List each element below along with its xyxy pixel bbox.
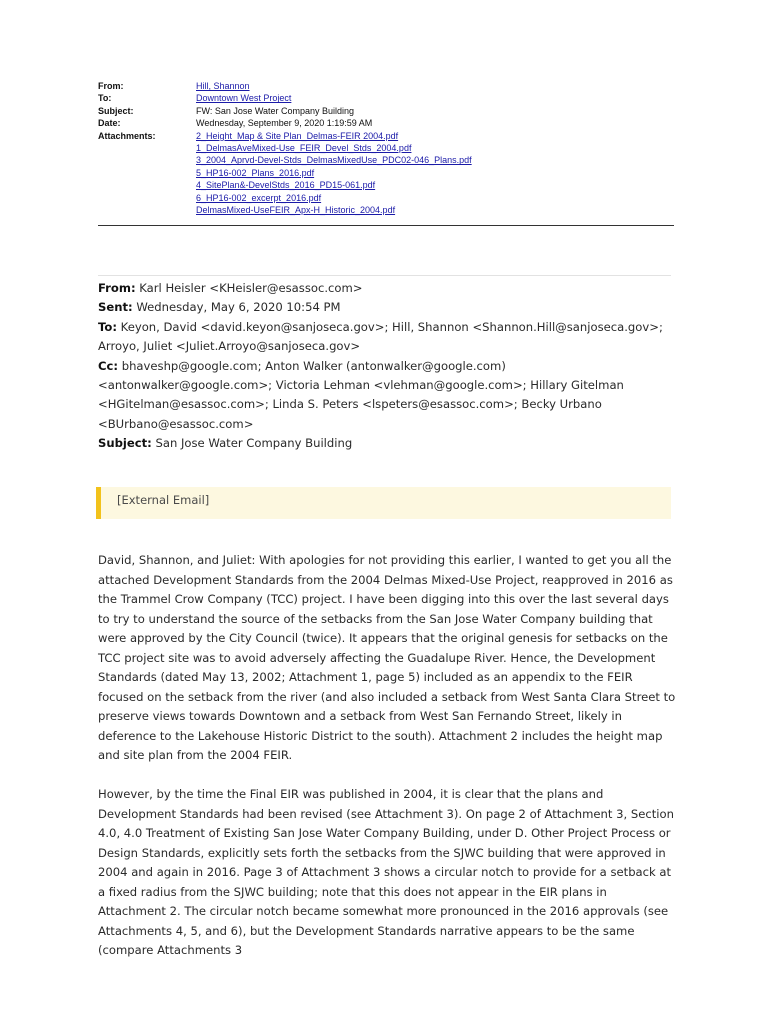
- attachment-link[interactable]: 2_Height_Map & Site Plan_Delmas-FEIR 2004.pdf: [196, 130, 399, 141]
- fwd-subject-line: [98, 434, 678, 453]
- attachment-link[interactable]: 6_HP16-002_excerpt_2016.pdf: [196, 192, 322, 203]
- email-body: [98, 551, 676, 980]
- fwd-from-value: Karl Heisler <KHeisler@esassoc.com>: [139, 281, 363, 295]
- body-paragraph: David, Shannon, and Juliet: With apologies for not providing this earlier, I wanted to get you all the attached Development Standards from the 2004 Delmas Mixed-Use Project, reapproved in 2016 as the Trammel Crow Company (TCC) project. I have been digging into this over the last several days to try to understand the source of the setbacks from the San Jose Water Company building that were approved by the City Council (twice). It appears that the original genesis for setbacks on the TCC project site was to avoid adversely affecting the Guadalupe River. Hence, the Development Standards (dated May 13, 2002; Attachment 1, page 5) included as an appendix to the FEIR focused on the setback from the river (and also included a setback from West Santa Clara Street to preserve views towards Downtown and a setback from West San Fernando Street, likely in deference to the Lakehouse Historic District to the south). Attachment 2 includes the height map and site plan from the 2004 FEIR.: [98, 553, 676, 762]
- meta-attachments-row: [98, 130, 674, 217]
- meta-from-link[interactable]: Hill, Shannon: [196, 81, 250, 91]
- external-email-banner: [96, 487, 671, 519]
- metadata-divider: [98, 225, 674, 226]
- email-metadata: [98, 80, 674, 216]
- fwd-sent-value: Wednesday, May 6, 2020 10:54 PM: [136, 300, 341, 315]
- forwarded-divider: [98, 275, 671, 276]
- fwd-cc-label: Cc:: [98, 358, 119, 373]
- external-email-text: [External Email]: [117, 493, 210, 507]
- meta-attachments-label: Attachments:: [98, 130, 156, 141]
- meta-from-row: [98, 80, 674, 92]
- fwd-cc-line: [98, 357, 678, 435]
- fwd-to-label: To:: [98, 319, 117, 334]
- meta-date-value: Wednesday, September 9, 2020 1:19:59 AM: [196, 118, 373, 129]
- meta-date-label: Date:: [98, 118, 121, 129]
- forwarded-header: [98, 279, 678, 454]
- fwd-cc-value: bhaveshp@google.com; Anton Walker (antonwalker@google.com) <antonwalker@google.com>; Victoria Lehman <vlehman@google.com>; Hillary Gitelman <HGitelman@esassoc.com>; Linda S. Peters <lspeters@esassoc.com>; Becky Urbano <BUrbano@esassoc.com>: [98, 358, 624, 431]
- meta-to-link[interactable]: Downtown West Project: [196, 93, 292, 104]
- meta-subject-row: [98, 105, 674, 117]
- attachment-link[interactable]: 1_DelmasAveMixed-Use_FEIR_Devel_Stds_2004.pdf: [196, 143, 412, 154]
- meta-date-row: [98, 117, 674, 129]
- fwd-sent-label: Sent:: [98, 300, 133, 315]
- fwd-subject-value: San Jose Water Company Building: [155, 436, 353, 451]
- attachment-link[interactable]: 3_2004_Aprvd-Devel-Stds_DelmasMixedUse_PDC02-046_Plans.pdf: [196, 155, 472, 166]
- fwd-sent-line: [98, 298, 678, 317]
- meta-from-label: From:: [98, 81, 124, 91]
- fwd-subject-label: Subject:: [98, 436, 152, 451]
- meta-subject-value: FW: San Jose Water Company Building: [196, 105, 355, 116]
- attachment-list: [196, 130, 674, 217]
- meta-to-row: [98, 92, 674, 104]
- meta-to-label: To:: [98, 93, 112, 104]
- fwd-to-value: Keyon, David <david.keyon@sanjoseca.gov>; Hill, Shannon <Shannon.Hill@sanjoseca.gov>; Arroyo, Juliet <Juliet.Arroyo@sanjoseca.gov>: [98, 319, 663, 354]
- meta-subject-label: Subject:: [98, 105, 134, 116]
- attachment-link[interactable]: DelmasMixed-UseFEIR_Apx-H_Historic_2004.pdf: [196, 205, 396, 216]
- attachment-link[interactable]: 4_SitePlan&-DevelStds_2016_PD15-061.pdf: [196, 180, 376, 191]
- fwd-to-line: [98, 318, 678, 357]
- fwd-from-line: [98, 279, 678, 298]
- body-paragraph: However, by the time the Final EIR was published in 2004, it is clear that the plans and Development Standards had been revised (see Attachment 3). On page 2 of Attachment 3, Section 4.0, 4.0 Treatment of Existing San Jose Water Company Building, under D. Other Project Process or Design Standards, explicitly sets forth the setbacks from the SJWC building that were approved in 2004 and again in 2016. Page 3 of Attachment 3 shows a circular notch to provide for a setback at a fixed radius from the SJWC building; note that this does not appear in the EIR plans in Attachment 2. The circular notch became somewhat more pronounced in the 2016 approvals (see Attachments 4, 5, and 6), but the Development Standards narrative appears to be the same (compare Attachments 3: [98, 787, 674, 957]
- fwd-from-label: From:: [98, 281, 136, 295]
- attachment-link[interactable]: 5_HP16-002_Plans_2016.pdf: [196, 167, 315, 178]
